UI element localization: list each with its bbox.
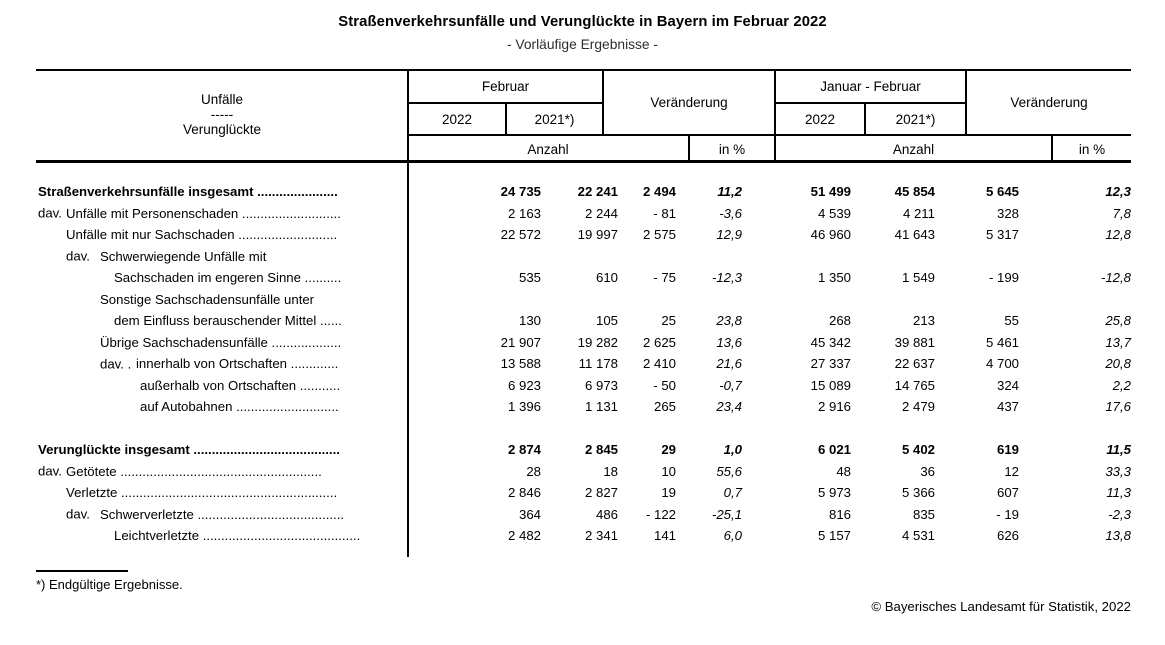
value-cell: 1 549: [901, 270, 935, 286]
value-cell: 10: [661, 463, 676, 479]
row-label-text: Verunglückte insgesamt ........................................: [38, 442, 340, 458]
row-label-text: auf Autobahnen ............................: [140, 399, 339, 415]
row-label: [36, 310, 408, 332]
unit-anzahl-2: Anzahl: [892, 141, 935, 157]
value-cell: [408, 246, 541, 268]
value-cell: 33,3: [1105, 463, 1131, 479]
value-cell: 2 341: [584, 528, 618, 544]
value-cell: 13,7: [1105, 334, 1131, 350]
value-cell: [618, 246, 676, 268]
value-cell: [851, 246, 935, 268]
value-cell: 1,0: [723, 442, 742, 458]
value-cell: 14 765: [894, 377, 935, 393]
value-cell: 2 827: [584, 485, 618, 501]
row-label: [36, 504, 408, 526]
value-cell: 324: [996, 377, 1019, 393]
row-label: [36, 267, 408, 289]
table-body: [36, 163, 1131, 547]
table-row: [36, 310, 1131, 332]
row-label-text: Übrige Sachschadensunfälle ...................: [100, 334, 342, 350]
value-cell: 27 337: [810, 356, 851, 372]
unit-pct-2: in %: [1078, 141, 1106, 157]
value-cell: 265: [653, 399, 676, 415]
value-cell: 4 531: [901, 528, 935, 544]
table-row: [36, 246, 1131, 268]
value-cell: - 199: [988, 270, 1019, 286]
value-cell: 2 479: [901, 399, 935, 415]
value-cell: 19 282: [577, 334, 618, 350]
value-cell: 18: [603, 463, 618, 479]
value-cell: 130: [518, 313, 541, 329]
value-cell: 610: [595, 270, 618, 286]
row-label: [36, 482, 408, 504]
table-row: [36, 224, 1131, 246]
value-cell: 15 089: [810, 377, 851, 393]
value-cell: [1019, 246, 1131, 268]
unit-anzahl-1: Anzahl: [527, 141, 569, 157]
row-label: [36, 375, 408, 397]
value-cell: 816: [828, 506, 851, 522]
value-cell: 6 923: [507, 377, 541, 393]
row-label-text: Sachschaden im engeren Sinne ..........: [114, 270, 342, 286]
row-label-prefix: dav.: [38, 463, 62, 479]
spacer-cell: [36, 418, 1131, 440]
page-title: Straßenverkehrsunfälle und Verunglückte in Bayern im Februar 2022: [338, 14, 827, 30]
value-cell: 5 645: [985, 184, 1019, 200]
row-label-text: außerhalb von Ortschaften ...........: [140, 377, 341, 393]
value-cell: 41 643: [894, 227, 935, 243]
column-head-janfeb-2022: 2022: [804, 111, 836, 127]
value-cell: 364: [518, 506, 541, 522]
value-cell: 2 494: [642, 184, 676, 200]
value-cell: 25,8: [1105, 313, 1131, 329]
spacer-cell: [36, 163, 1131, 181]
row-label-prefix: dav.: [66, 506, 90, 522]
value-cell: 0,7: [723, 485, 742, 501]
value-cell: 607: [996, 485, 1019, 501]
value-cell: 11,2: [717, 184, 742, 200]
value-cell: [676, 289, 742, 311]
row-label-prefix: dav.: [38, 205, 62, 221]
value-cell: [742, 289, 851, 311]
table-row: [36, 439, 1131, 461]
value-cell: 45 854: [894, 184, 935, 200]
value-cell: 36: [920, 463, 935, 479]
value-cell: 2 244: [584, 205, 618, 221]
value-cell: [742, 246, 851, 268]
row-label: [36, 353, 408, 375]
value-cell: 535: [518, 270, 541, 286]
value-cell: - 122: [645, 506, 676, 522]
row-label: [36, 246, 408, 268]
table-row: [36, 289, 1131, 311]
label-separator: -----: [210, 107, 234, 122]
value-cell: 51 499: [810, 184, 851, 200]
copyright: © Bayerisches Landesamt für Statistik, 2022: [871, 599, 1131, 614]
value-cell: 55: [1004, 313, 1019, 329]
value-cell: 2 846: [507, 485, 541, 501]
value-cell: 12,3: [1105, 184, 1131, 200]
table-row: [36, 461, 1131, 483]
value-cell: 2 410: [642, 356, 676, 372]
value-cell: 213: [912, 313, 935, 329]
row-label-text: dem Einfluss berauschender Mittel ......: [114, 313, 342, 329]
value-cell: 2 916: [817, 399, 851, 415]
column-head-change-2: Veränderung: [1010, 95, 1088, 110]
value-cell: 55,6: [716, 463, 742, 479]
value-cell: 4 700: [985, 356, 1019, 372]
value-cell: 619: [996, 442, 1019, 458]
value-cell: -0,7: [719, 377, 742, 393]
value-cell: 19 997: [577, 227, 618, 243]
value-cell: 2 575: [642, 227, 676, 243]
row-label: [36, 289, 408, 311]
value-cell: 5 973: [817, 485, 851, 501]
row-label: [36, 224, 408, 246]
value-cell: 4 211: [902, 205, 935, 221]
value-cell: 48: [836, 463, 851, 479]
data-table: [36, 163, 1131, 547]
footnote-rule: [36, 570, 128, 572]
row-label-text: Straßenverkehrsunfälle insgesamt ......................: [38, 184, 338, 200]
value-cell: 11,5: [1106, 442, 1131, 458]
value-cell: - 50: [653, 377, 676, 393]
value-cell: [935, 289, 1019, 311]
row-label: [36, 203, 408, 225]
value-cell: 105: [595, 313, 618, 329]
row-label: [36, 525, 408, 547]
value-cell: 2 163: [507, 205, 541, 221]
page-subtitle: - Vorläufige Ergebnisse -: [506, 37, 659, 52]
row-label-text: Schwerwiegende Unfälle mit: [100, 248, 267, 264]
value-cell: 22 572: [500, 227, 541, 243]
value-cell: 21,6: [716, 356, 742, 372]
value-cell: 141: [653, 528, 676, 544]
column-head-februar: Februar: [481, 79, 530, 94]
value-cell: [1019, 289, 1131, 311]
value-cell: 24 735: [500, 184, 541, 200]
value-cell: 486: [595, 506, 618, 522]
row-label: [36, 439, 408, 461]
row-label: [36, 181, 408, 203]
row-label-text: Schwerverletzte ........................................: [100, 506, 345, 522]
table-row: [36, 525, 1131, 547]
column-head-change-1: Veränderung: [650, 95, 728, 110]
value-cell: - 81: [653, 205, 676, 221]
value-cell: 835: [912, 506, 935, 522]
row-label: [36, 396, 408, 418]
unit-pct-1: in %: [718, 141, 746, 157]
value-cell: 46 960: [810, 227, 851, 243]
column-head-janfeb: Januar - Februar: [820, 79, 921, 94]
value-cell: 268: [828, 313, 851, 329]
row-label-text: Leichtverletzte ...........................................: [114, 528, 361, 544]
value-cell: 1 131: [584, 399, 618, 415]
value-cell: 12,9: [716, 227, 742, 243]
value-cell: [618, 289, 676, 311]
value-cell: 23,8: [716, 313, 742, 329]
row-label-text: Getötete .......................................................: [66, 463, 322, 479]
value-cell: 5 402: [901, 442, 935, 458]
value-cell: 17,6: [1105, 399, 1131, 415]
value-cell: 2,2: [1112, 377, 1131, 393]
value-cell: - 19: [996, 506, 1019, 522]
column-head-feb-2022: 2022: [441, 111, 473, 127]
value-cell: 29: [661, 442, 676, 458]
value-cell: 5 366: [901, 485, 935, 501]
row-label-text: Unfälle mit nur Sachschaden ...........................: [66, 227, 338, 243]
row-label-text: Verletzte ...........................................................: [66, 485, 338, 501]
value-cell: [935, 246, 1019, 268]
value-cell: 437: [996, 399, 1019, 415]
value-cell: 328: [996, 205, 1019, 221]
value-cell: 2 845: [584, 442, 618, 458]
label-verungglueckte: Verunglückte: [182, 122, 262, 137]
value-cell: 13 588: [500, 356, 541, 372]
value-cell: -2,3: [1108, 506, 1131, 522]
value-cell: 45 342: [810, 334, 851, 350]
table-row: [36, 396, 1131, 418]
row-label-prefix: dav.: [66, 248, 90, 264]
value-cell: 23,4: [716, 399, 742, 415]
value-cell: 28: [526, 463, 541, 479]
value-cell: 21 907: [500, 334, 541, 350]
value-cell: 1 350: [817, 270, 851, 286]
value-cell: [676, 246, 742, 268]
row-label-text: Sonstige Sachschadensunfälle unter: [100, 291, 315, 307]
spacer-row: [36, 418, 1131, 440]
value-cell: 5 157: [817, 528, 851, 544]
table-row: [36, 482, 1131, 504]
table-row: [36, 267, 1131, 289]
value-cell: -3,6: [719, 205, 742, 221]
value-cell: 19: [661, 485, 676, 501]
value-cell: 7,8: [1112, 205, 1131, 221]
value-cell: 25: [661, 313, 676, 329]
value-cell: 6 021: [817, 442, 851, 458]
value-cell: [541, 289, 618, 311]
value-cell: [851, 289, 935, 311]
value-cell: 13,8: [1105, 528, 1131, 544]
value-cell: 11,3: [1106, 485, 1131, 501]
row-label-prefix: dav. .: [100, 356, 132, 372]
table-row: [36, 353, 1131, 375]
row-label: [36, 461, 408, 483]
table-row: [36, 504, 1131, 526]
row-label: [36, 332, 408, 354]
value-cell: 5 317: [985, 227, 1019, 243]
spacer-row: [36, 163, 1131, 181]
column-head-janfeb-2021: 2021*): [895, 111, 936, 127]
footnote: *) Endgültige Ergebnisse.: [36, 577, 183, 592]
value-cell: [408, 289, 541, 311]
value-cell: [541, 246, 618, 268]
value-cell: 2 625: [642, 334, 676, 350]
row-label-text: innerhalb von Ortschaften .............: [136, 356, 339, 372]
table-row: [36, 181, 1131, 203]
table-row: [36, 332, 1131, 354]
value-cell: 22 241: [577, 184, 618, 200]
value-cell: 11 178: [578, 356, 618, 372]
value-cell: 1 396: [507, 399, 541, 415]
value-cell: 5 461: [985, 334, 1019, 350]
value-cell: 13,6: [716, 334, 742, 350]
value-cell: 20,8: [1105, 356, 1131, 372]
value-cell: - 75: [653, 270, 676, 286]
column-head-label: [36, 69, 408, 160]
value-cell: 22 637: [894, 356, 935, 372]
value-cell: -12,8: [1100, 270, 1131, 286]
table-row: [36, 375, 1131, 397]
value-cell: 39 881: [894, 334, 935, 350]
column-head-feb-2021: 2021*): [534, 111, 575, 127]
row-label-text: Unfälle mit Personenschaden ...........................: [66, 205, 341, 221]
value-cell: -12,3: [711, 270, 742, 286]
table-row: [36, 203, 1131, 225]
value-cell: 6,0: [723, 528, 742, 544]
value-cell: 626: [996, 528, 1019, 544]
value-cell: -25,1: [711, 506, 742, 522]
value-cell: 12,8: [1105, 227, 1131, 243]
value-cell: 2 482: [507, 528, 541, 544]
value-cell: 6 973: [584, 377, 618, 393]
value-cell: 12: [1004, 463, 1019, 479]
value-cell: 4 539: [817, 205, 851, 221]
value-cell: 2 874: [507, 442, 541, 458]
label-unfaelle: Unfälle: [200, 92, 244, 107]
